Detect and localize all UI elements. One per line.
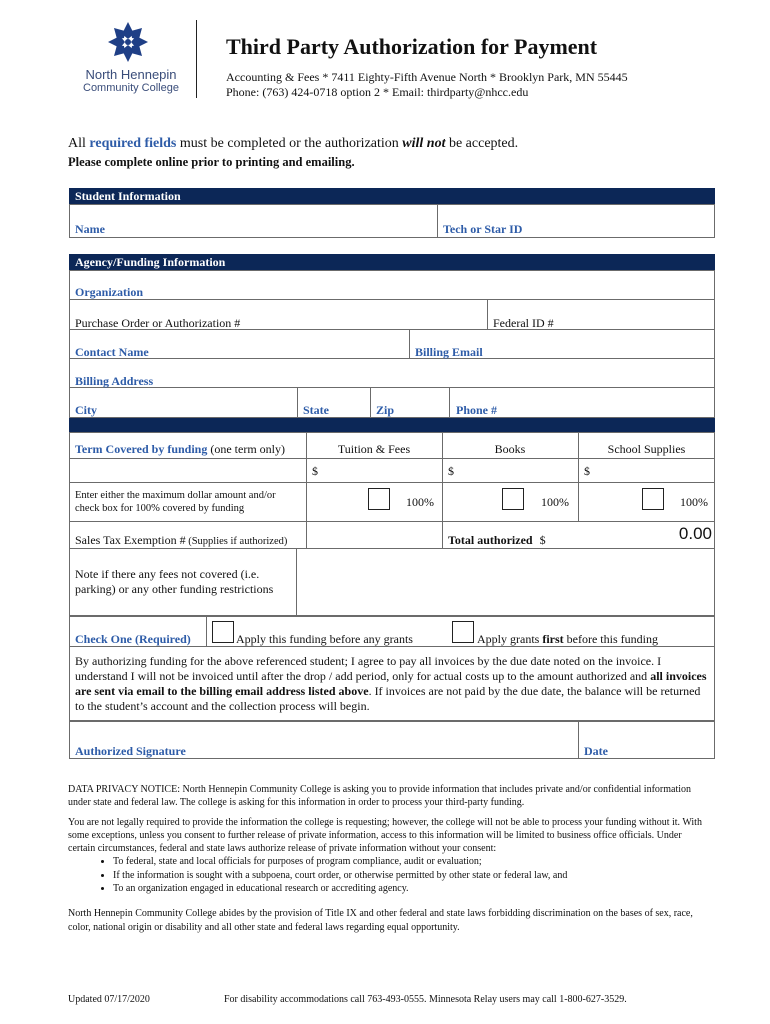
purchase-order-field[interactable] bbox=[260, 300, 486, 328]
student-info-heading: Student Information bbox=[69, 188, 715, 204]
address-line: Accounting & Fees * 7411 Eighty-Fifth Avenue North * Brooklyn Park, MN 55445 bbox=[226, 70, 628, 84]
fees-not-covered-note: Note if there any fees not covered (i.e. parking) or any other funding restrictions bbox=[75, 567, 274, 596]
term-field[interactable] bbox=[70, 459, 305, 481]
books-100-checkbox[interactable] bbox=[502, 488, 524, 510]
privacy-bullet: • To an organization engaged in educational research or accrediting agency. bbox=[113, 882, 708, 895]
sales-tax-note: (Supplies if authorized) bbox=[185, 536, 288, 547]
grants-first-pre: Apply grants bbox=[477, 632, 543, 646]
notice-part2: must be completed or the authorization bbox=[176, 136, 403, 151]
books-dollar-sign: $ bbox=[448, 464, 454, 478]
required-notice bbox=[68, 136, 518, 152]
page-title: Third Party Authorization for Payment bbox=[226, 34, 598, 59]
grants-first-bold: first bbox=[542, 632, 564, 646]
term-covered-text: Term Covered by funding bbox=[75, 442, 208, 456]
supplies-dollar-sign: $ bbox=[584, 464, 590, 478]
divider bbox=[206, 616, 207, 646]
phone-label: Phone # bbox=[456, 403, 498, 417]
divider bbox=[297, 387, 298, 418]
agreement-part1: By authorizing funding for the above referenced student; I agree to pay all invoices by the due date noted on the invoice. I understand I will not be invoiced until after the drop / add period, only for actual costs up to the amount authorized and bbox=[75, 654, 662, 683]
college-name-line1: North Hennepin bbox=[85, 67, 177, 82]
divider bbox=[409, 329, 410, 358]
apply-grants-first-checkbox[interactable] bbox=[452, 621, 474, 643]
billing-address-label: Billing Address bbox=[75, 374, 154, 388]
total-authorized-value: 0.00 bbox=[678, 524, 712, 543]
privacy-para1: DATA PRIVACY NOTICE: North Hennepin Community College is asking you to provide information that includes private and/or confidential information under state and federal law. The college is asking for this information in order to process your third-party funding. bbox=[68, 784, 691, 809]
agreement-part2: . If invoices are not paid by the due date, the balance will be returned to the student’s account and the collection process will begin. bbox=[75, 684, 701, 713]
name-field[interactable] bbox=[70, 205, 436, 237]
tuition-dollar-sign: $ bbox=[312, 464, 318, 478]
tuition-100-checkbox[interactable] bbox=[368, 488, 390, 510]
privacy-para2: You are not legally required to provide the information the college is requesting; however, the college will not be able to process your funding without it. With some exceptions, unless you consent to further release of private information, access to this information will be limited to business office officials. Under certain circumstances, federal and state laws authorize release of private information without your consent: bbox=[68, 816, 702, 855]
apply-grants-first-label bbox=[477, 632, 658, 647]
agency-info-heading: Agency/Funding Information bbox=[69, 254, 715, 270]
divider bbox=[449, 387, 450, 418]
zip-field[interactable] bbox=[398, 388, 448, 417]
federal-id-field[interactable] bbox=[570, 300, 714, 328]
tech-star-id-field[interactable] bbox=[438, 205, 714, 237]
organization-label: Organization bbox=[75, 285, 143, 299]
apply-before-grants-label: Apply this funding before any grants bbox=[236, 632, 413, 646]
authorized-signature-label: Authorized Signature bbox=[75, 744, 186, 758]
authorized-signature-field[interactable] bbox=[70, 722, 577, 758]
apply-before-grants-checkbox[interactable] bbox=[212, 621, 234, 643]
max-amount-instruction: Enter either the maximum dollar amount and/or check box for 100% covered by funding bbox=[75, 490, 276, 514]
contact-name-label: Contact Name bbox=[75, 345, 149, 359]
state-label: State bbox=[303, 403, 329, 417]
updated-date: Updated 07/17/2020 bbox=[68, 994, 150, 1005]
agreement-bold: all invoices are sent via email to the billing email address listed above bbox=[75, 669, 707, 698]
tuition-fees-header: Tuition & Fees bbox=[337, 442, 411, 456]
funding-heading-bar bbox=[69, 418, 715, 432]
agreement-text bbox=[75, 654, 707, 714]
college-name bbox=[76, 67, 186, 94]
tech-star-id-label: Tech or Star ID bbox=[443, 222, 523, 236]
books-amount-field[interactable] bbox=[458, 459, 577, 481]
purchase-order-label: Purchase Order or Authorization # bbox=[75, 316, 241, 330]
notice-part1: All bbox=[68, 136, 90, 151]
contact-line: Phone: (763) 424-0718 option 2 * Email: thirdparty@nhcc.edu bbox=[226, 85, 529, 99]
notice-required: required fields bbox=[89, 136, 177, 151]
city-field[interactable] bbox=[100, 388, 296, 417]
privacy-notice bbox=[68, 783, 708, 934]
billing-address-field[interactable] bbox=[164, 359, 714, 386]
organization-field[interactable] bbox=[160, 271, 714, 299]
zip-label: Zip bbox=[376, 403, 395, 417]
privacy-bullet-list bbox=[68, 855, 708, 895]
books-100-label: 100% bbox=[541, 495, 569, 509]
term-covered-label bbox=[75, 442, 285, 457]
phone-field[interactable] bbox=[505, 388, 714, 417]
total-authorized-text: Total authorized bbox=[448, 533, 533, 547]
divider bbox=[370, 387, 371, 418]
fees-not-covered-field[interactable] bbox=[297, 549, 714, 615]
sales-tax-field[interactable] bbox=[304, 522, 441, 547]
check-one-label: Check One (Required) bbox=[75, 632, 191, 646]
supplies-amount-field[interactable] bbox=[594, 459, 714, 481]
school-supplies-header: School Supplies bbox=[607, 442, 686, 456]
divider bbox=[69, 482, 715, 483]
tuition-amount-field[interactable] bbox=[322, 459, 441, 481]
billing-email-field[interactable] bbox=[492, 330, 714, 357]
online-notice: Please complete online prior to printing and emailing. bbox=[68, 155, 355, 169]
books-header: Books bbox=[494, 442, 526, 456]
total-dollar-sign: $ bbox=[539, 533, 546, 547]
sales-tax-label bbox=[75, 533, 287, 548]
header-divider bbox=[196, 20, 197, 98]
city-label: City bbox=[75, 403, 97, 417]
total-authorized-label bbox=[448, 533, 546, 548]
privacy-para3: North Hennepin Community College abides by the provision of Title IX and other federal and state laws forbidding discrimination on the bases of sex, race, color, national origin or disability and all other state and federal laws regarding equal opportunity. bbox=[68, 908, 693, 933]
date-field[interactable] bbox=[579, 722, 714, 758]
privacy-bullet: • To federal, state and local officials for purposes of program compliance, audit or evaluation; bbox=[113, 855, 708, 868]
billing-email-label: Billing Email bbox=[415, 345, 483, 359]
privacy-bullet: • If the information is sought with a subpoena, court order, or otherwise permitted by other state or federal law, and bbox=[113, 869, 708, 882]
divider bbox=[487, 299, 488, 329]
state-field[interactable] bbox=[334, 388, 369, 417]
federal-id-label: Federal ID # bbox=[493, 316, 554, 330]
contact-name-field[interactable] bbox=[160, 330, 408, 357]
college-name-line2: Community College bbox=[83, 82, 179, 94]
notice-part3: be accepted. bbox=[445, 136, 519, 151]
date-label: Date bbox=[584, 744, 608, 758]
grants-first-post: before this funding bbox=[563, 632, 658, 646]
accommodations-note: For disability accommodations call 763-493-0555. Minnesota Relay users may call 1-800-627-3529. bbox=[224, 994, 627, 1005]
term-covered-note: (one term only) bbox=[207, 442, 286, 456]
name-label: Name bbox=[75, 222, 105, 236]
supplies-100-checkbox[interactable] bbox=[642, 488, 664, 510]
sales-tax-text: Sales Tax Exemption # bbox=[75, 533, 186, 547]
notice-will-not: will not bbox=[402, 136, 446, 151]
supplies-100-label: 100% bbox=[680, 495, 708, 509]
tuition-100-label: 100% bbox=[406, 495, 434, 509]
